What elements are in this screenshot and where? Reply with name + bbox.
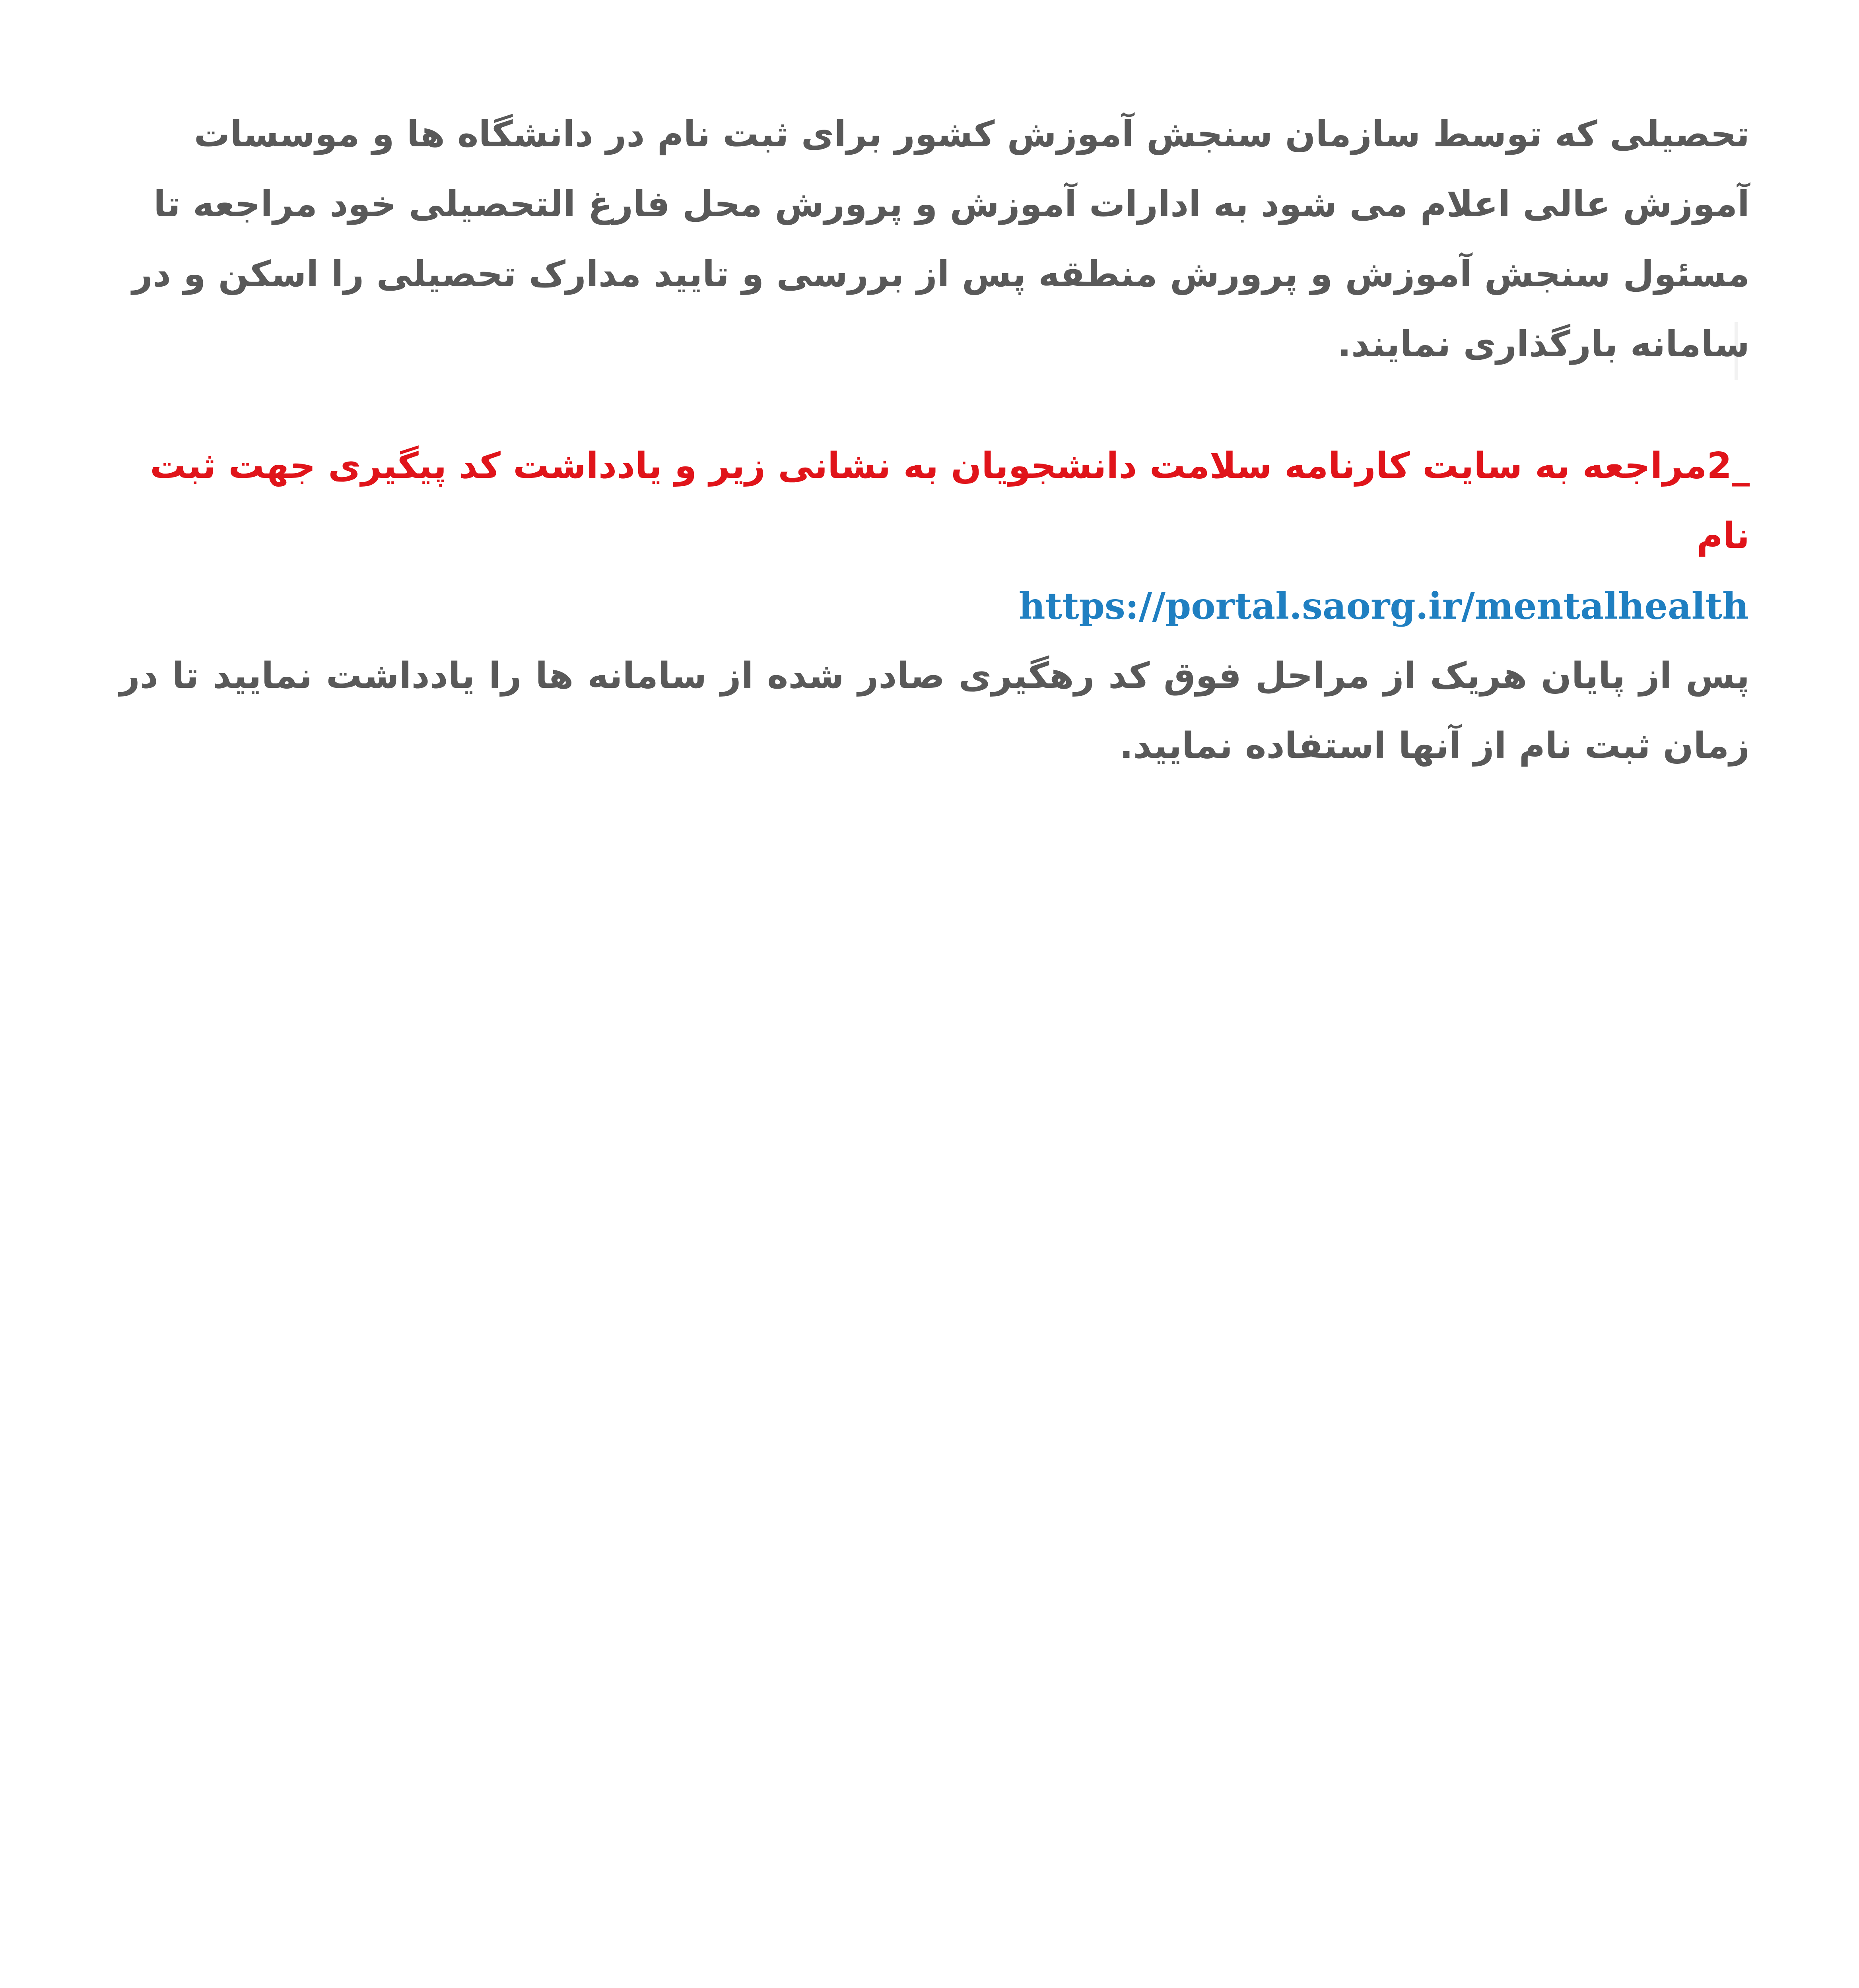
- instructions-paragraph: تحصیلی که توسط سازمان سنجش آموزش کشور برای ثبت نام در دانشگاه ها و موسسات آموزش عالی اعلام می شود به ادارات آموزش و پرورش محل فارغ التحصیلی خود مراجعه تا مسئول سنجش آموزش و پرورش منطقه پس از بررسی و تایید مدارک تحصیلی را اسکن و در سامانه بارگذاری نمایند.: [132, 113, 1750, 365]
- closing-paragraph: پس از پایان هریک از مراحل فوق کد رهگیری صادر شده از سامانه ها را یادداشت نمایید تا در زمان ثبت نام از آنها استفاده نمایید.: [119, 655, 1750, 767]
- document-content: [119, 99, 1750, 781]
- paragraph-gap: [119, 379, 1750, 431]
- step-2-title: _2مراجعه به سایت کارنامه سلامت دانشجویان به نشانی زیر و یادداشت کد پیگیری جهت ثبت نام: [150, 445, 1750, 557]
- step-2-url-line: [119, 571, 1750, 641]
- mentalhealth-portal-link[interactable]: https://portal.saorg.ir/mentalhealth: [1018, 584, 1749, 627]
